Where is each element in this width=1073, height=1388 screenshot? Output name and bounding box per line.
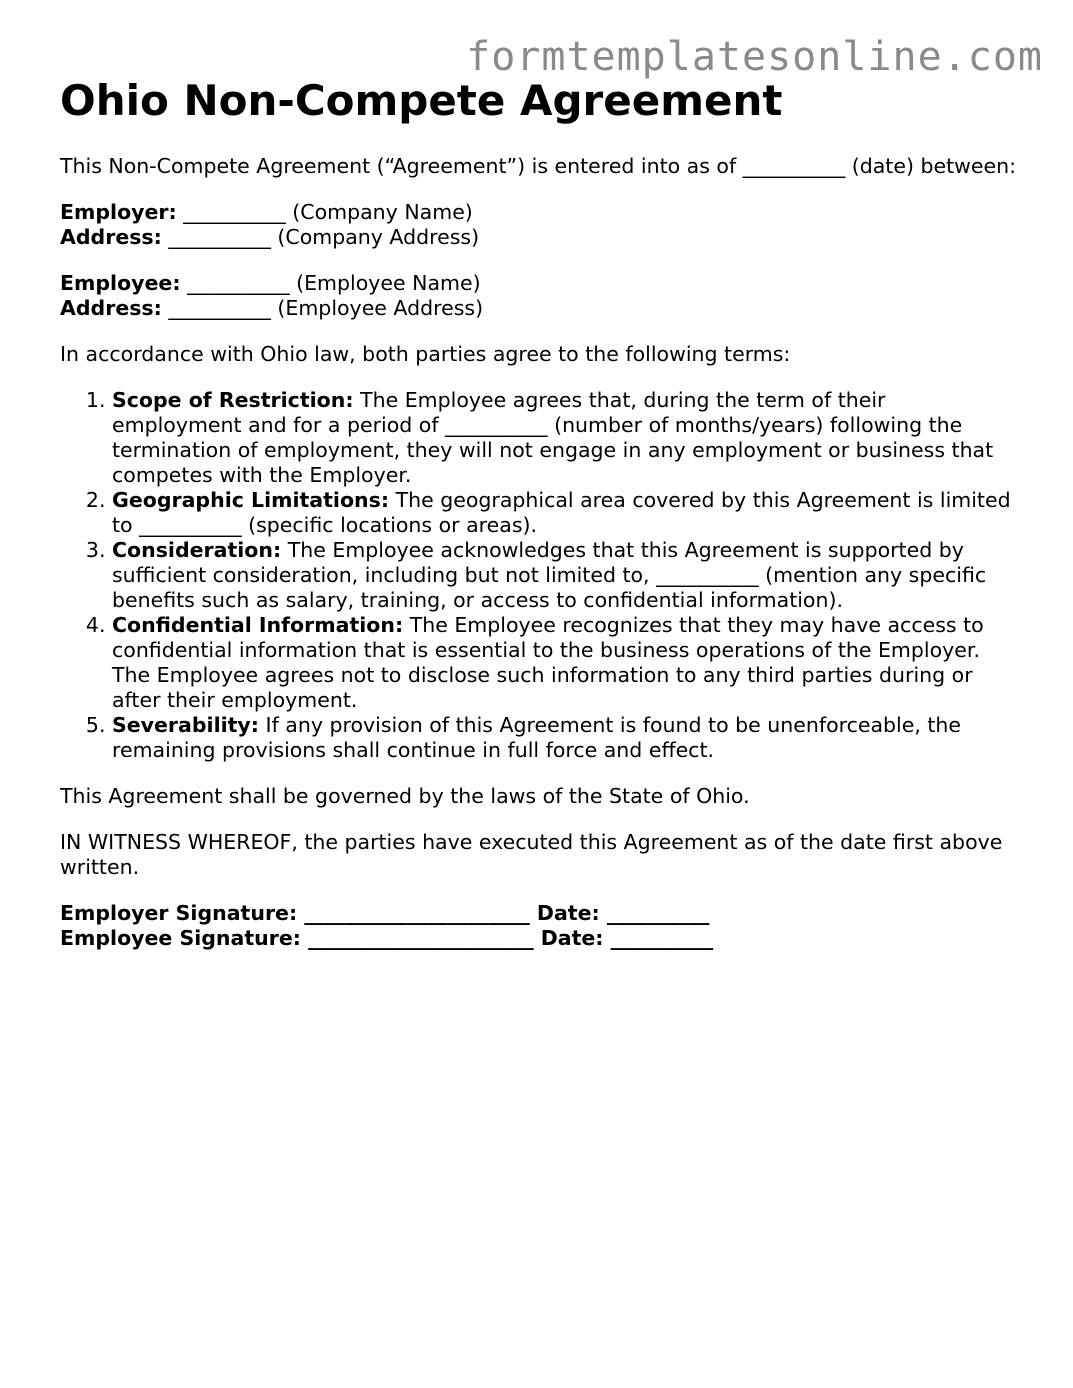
terms-intro: In accordance with Ohio law, both parties agree to the following terms: (60, 342, 791, 366)
term-confidential-information (112, 613, 1020, 713)
employer-block (60, 200, 1020, 250)
employee-signature-line: Employee Signature: ______________________ Date: __________ (60, 926, 714, 950)
term-heading: Confidential Information: (112, 613, 404, 637)
governing-law-paragraph: This Agreement shall be governed by the laws of the State of Ohio. (60, 784, 750, 808)
employer-address-line (60, 225, 1020, 250)
employer-address-field: __________ (Company Address) (168, 225, 480, 249)
employee-name-line (60, 271, 1020, 296)
employer-signature-line: Employer Signature: ______________________ Date: __________ (60, 901, 710, 925)
page-title: Ohio Non-Compete Agreement (60, 76, 783, 125)
witness-paragraph: IN WITNESS WHEREOF, the parties have executed this Agreement as of the date first above written. (60, 830, 1003, 879)
term-heading: Geographic Limitations: (112, 488, 390, 512)
intro-paragraph: This Non-Compete Agreement (“Agreement”) is entered into as of __________ (date) between: (60, 154, 1017, 178)
term-text: The Employee recognizes that they may have access to confidential information that is essential to the business operations of the Employer. The Employee agrees not to disclose such information to any third parties during or after their employment. (112, 613, 984, 712)
watermark: formtemplatesonline.com (466, 34, 1043, 80)
term-heading: Consideration: (112, 538, 282, 562)
term-heading: Severability: (112, 713, 259, 737)
employee-name-field: __________ (Employee Name) (187, 271, 481, 295)
employee-address-field: __________ (Employee Address) (168, 296, 484, 320)
terms-list (60, 388, 1020, 763)
term-text: If any provision of this Agreement is found to be unenforceable, the remaining provisions shall continue in full force and effect. (112, 713, 962, 762)
term-consideration (112, 538, 1020, 613)
term-severability (112, 713, 1020, 763)
term-text: The geographical area covered by this Agreement is limited to __________ (specific locations or areas). (112, 488, 1011, 537)
term-heading: Scope of Restriction: (112, 388, 354, 412)
term-text: The Employee acknowledges that this Agreement is supported by sufficient consideration, including but not limited to, __________ (mention any specific benefits such as salary, training, or access to confidential information). (112, 538, 987, 612)
term-geographic-limitations (112, 488, 1020, 538)
employer-label: Employer: (60, 200, 177, 224)
employer-name-line (60, 200, 1020, 225)
employer-name-field: __________ (Company Name) (183, 200, 473, 224)
employer-address-label: Address: (60, 225, 162, 249)
employee-address-label: Address: (60, 296, 162, 320)
employee-block (60, 271, 1020, 321)
term-text: The Employee agrees that, during the term of their employment and for a period of __________ (number of months/years) following the termination of employment, they will not engage in any employment or business that competes with the Employer. (112, 388, 994, 487)
signature-block (60, 901, 1020, 951)
document-body (60, 76, 1020, 972)
employee-address-line (60, 296, 1020, 321)
employee-label: Employee: (60, 271, 181, 295)
term-scope-of-restriction (112, 388, 1020, 488)
